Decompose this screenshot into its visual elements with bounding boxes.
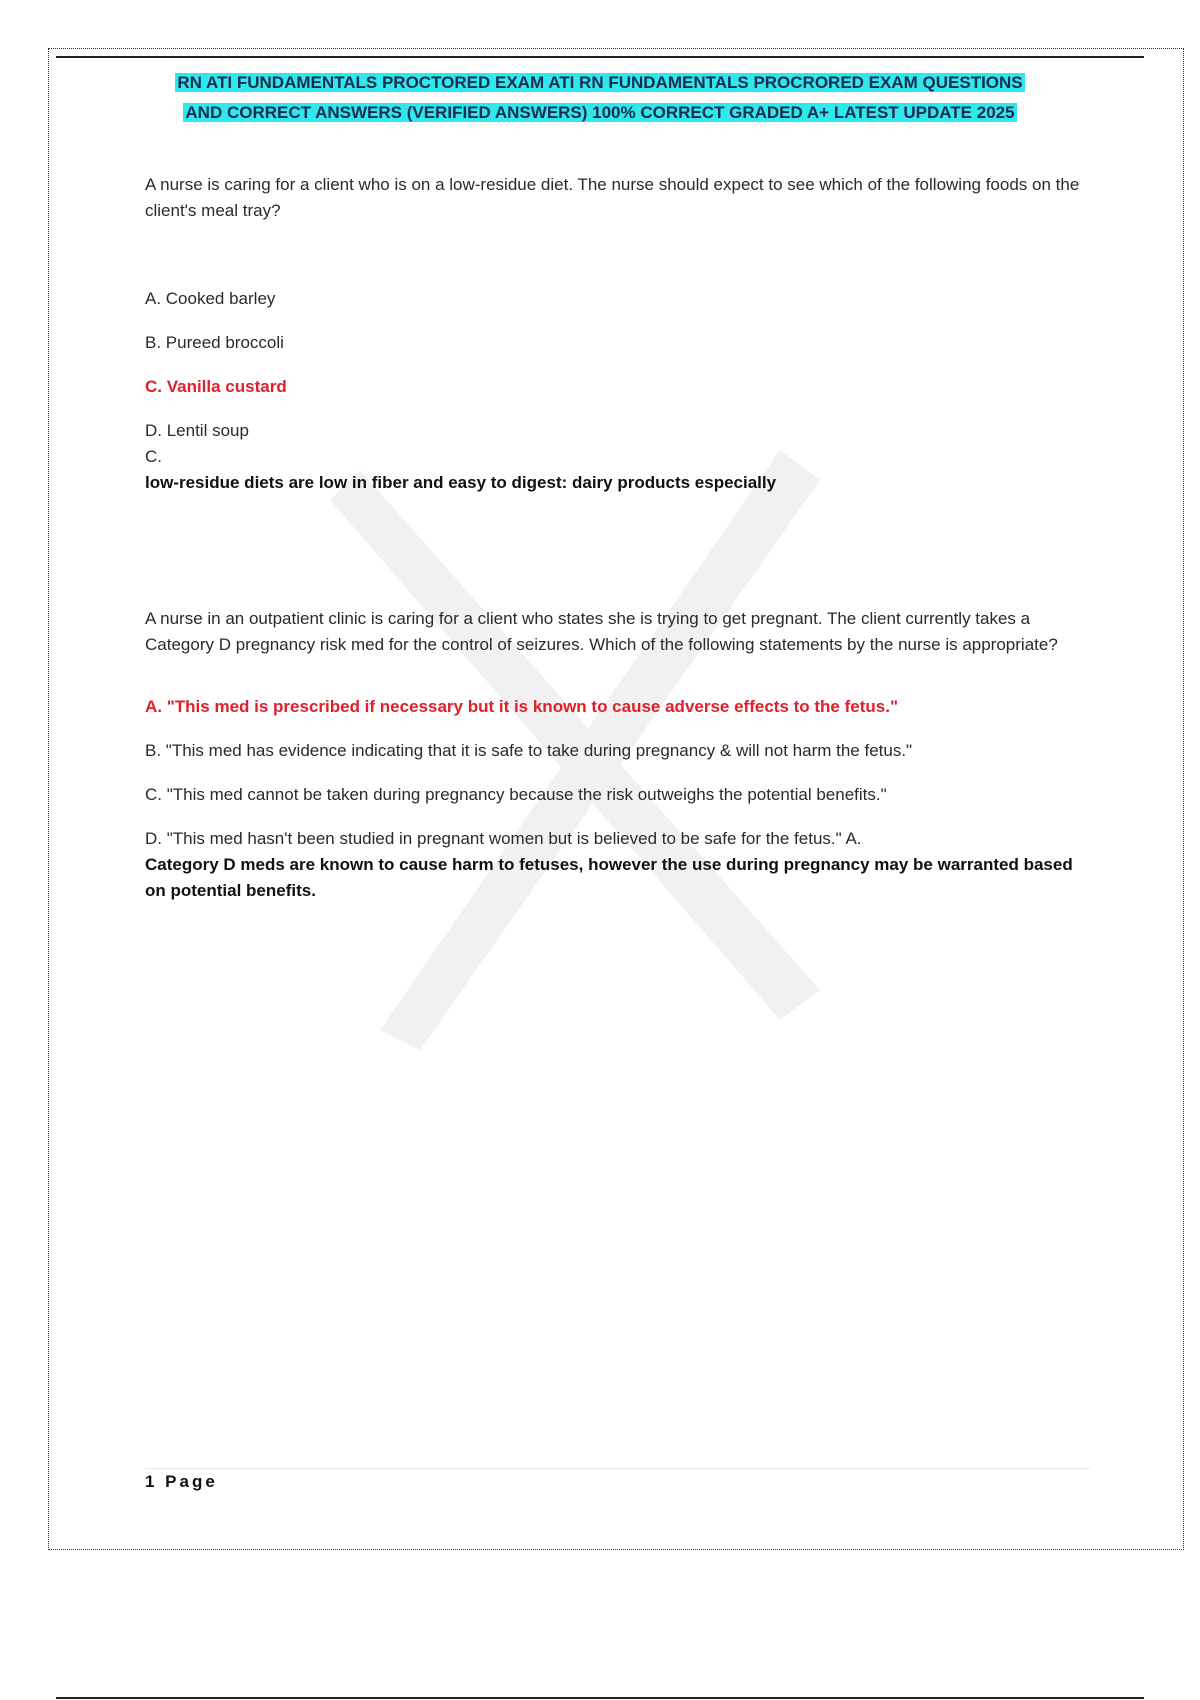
question-1 (145, 172, 1080, 496)
option-a-correct: A. "This med is prescribed if necessary but it is known to cause adverse effects to the fetus." (145, 697, 899, 716)
page-number: 1 Page (145, 1472, 218, 1491)
title-line-2: AND CORRECT ANSWERS (VERIFIED ANSWERS) 100% CORRECT GRADED A+ LATEST UPDATE 2025 (185, 103, 1015, 122)
option-c-correct: C. Vanilla custard (145, 377, 287, 396)
question-stem: A nurse in an outpatient clinic is caring for a client who states she is trying to get pregnant. The client currently takes a Category D pregnancy risk med for the control of seizures. Which of the following statements by the nurse is appropriate? (145, 609, 1058, 654)
footer-divider (145, 1468, 1090, 1469)
answer-rationale: Category D meds are known to cause harm to fetuses, however the use during pregnancy may be warranted based on potential benefits. (145, 855, 1073, 900)
answer-letter: C. (145, 447, 162, 466)
bottom-rule (56, 1697, 1144, 1699)
option-a: A. Cooked barley (145, 289, 276, 308)
title-line-1: RN ATI FUNDAMENTALS PROCTORED EXAM ATI RN FUNDAMENTALS PROCRORED EXAM QUESTIONS (177, 73, 1023, 92)
option-d-text: D. "This med hasn't been studied in pregnant women but is believed to be safe for the fetus." (145, 829, 842, 848)
option-c: C. "This med cannot be taken during pregnancy because the risk outweighs the potential benefits." (145, 785, 887, 804)
answer-letter: A. (845, 829, 862, 848)
question-2 (145, 606, 1080, 904)
document-content (145, 172, 1080, 904)
top-rule (56, 56, 1144, 58)
question-stem: A nurse is caring for a client who is on a low-residue diet. The nurse should expect to see which of the following foods on the client's meal tray? (145, 175, 1080, 220)
document-title (100, 68, 1100, 128)
answer-rationale: low-residue diets are low in fiber and easy to digest: dairy products especially (145, 473, 777, 492)
option-d: D. Lentil soup (145, 421, 249, 440)
option-b: B. Pureed broccoli (145, 333, 284, 352)
option-b: B. "This med has evidence indicating that it is safe to take during pregnancy & will not harm the fetus." (145, 741, 913, 760)
option-d (145, 826, 1080, 852)
